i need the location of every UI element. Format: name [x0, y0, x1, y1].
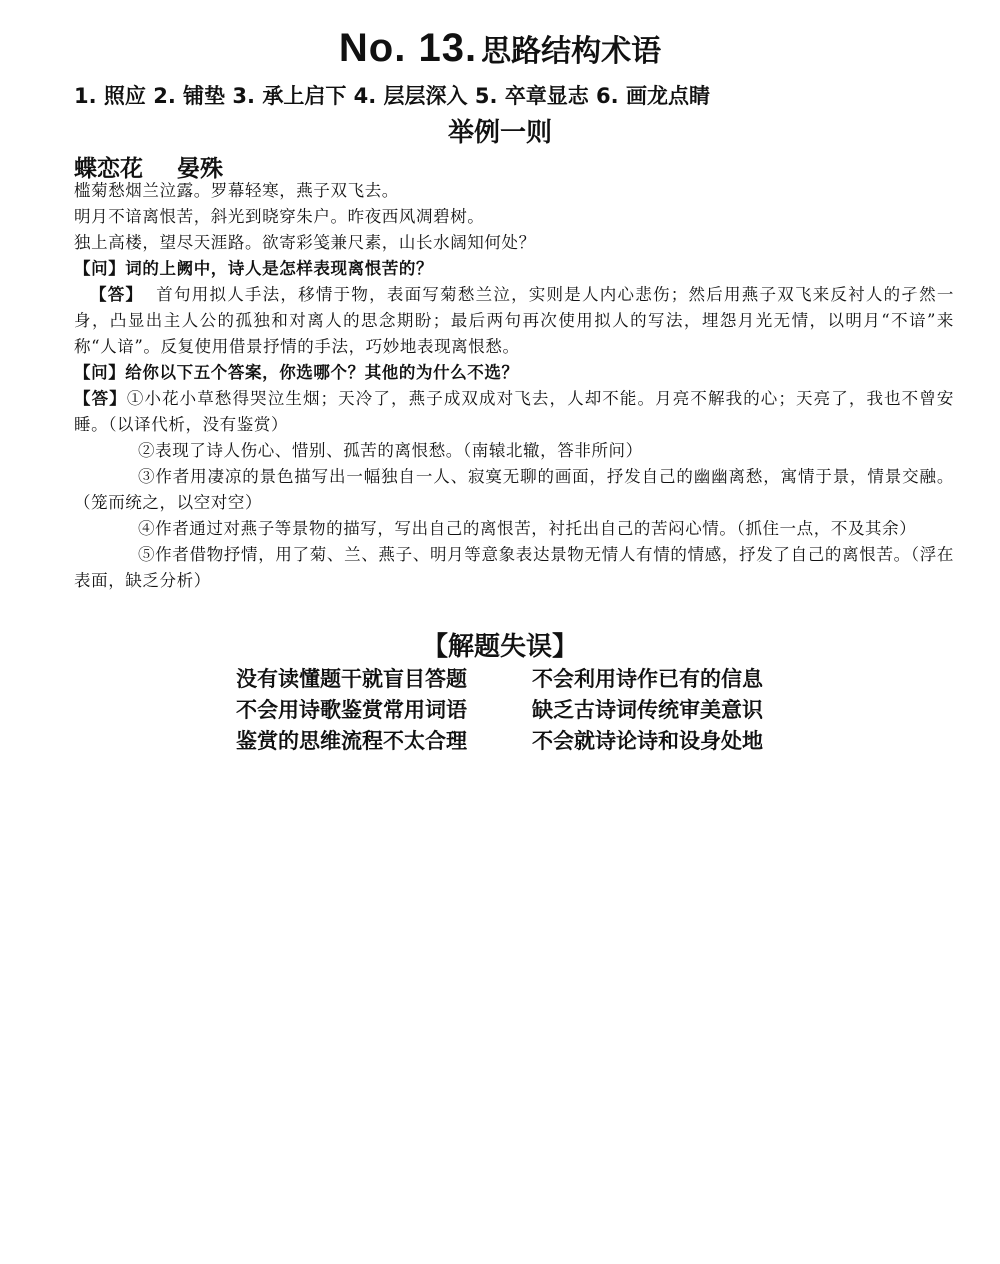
- answer-option-5: ⑤作者借物抒情，用了菊、兰、燕子、明月等意象表达景物无情人有情的情感，抒发了自己的离恨苦。（浮在表面，缺乏分析）: [74, 545, 954, 590]
- error-item: 不会利用诗作已有的信息: [532, 667, 763, 691]
- errors-row: [236, 695, 763, 726]
- answer-option-3: ③作者用凄凉的景色描写出一幅独自一人、寂寞无聊的画面，抒发自己的幽幽离愁，寓情于景，情景交融。（笼而统之，以空对空）: [74, 467, 954, 512]
- poem-line: 明月不谙离恨苦，斜光到晓穿朱户。昨夜西风凋碧树。: [74, 207, 485, 226]
- example-heading: 举例一则: [447, 118, 552, 148]
- answer-option-1-text: ①小花小草愁得哭泣生烟；天冷了，燕子成双成对飞去，人却不能。月亮不解我的心；天亮了，我也不曾安睡。（以译代析，没有鉴赏）: [74, 389, 954, 434]
- poem-line: 独上高楼，望尽天涯路。欲寄彩笺兼尺素，山长水阔知何处？: [74, 233, 536, 252]
- poem-line: 槛菊愁烟兰泣露。罗幕轻寒，燕子双飞去。: [74, 181, 399, 200]
- error-item: 鉴赏的思维流程不太合理: [236, 729, 467, 753]
- answer-1-text: 首句用拟人手法，移情于物，表面写菊愁兰泣，实则是人内心悲伤；然后用燕子双飞来反衬人的孑然一身，凸显出主人公的孤独和对离人的思念期盼；最后两句再次使用拟人的写法，埋怨月光无情，以明月“不谙”来称“人谙”。反复使用借景抒情的手法，巧妙地表现离恨愁。: [74, 285, 954, 356]
- answer-option-1: [74, 386, 954, 438]
- errors-row: [236, 664, 763, 695]
- terms-list: 1. 照应 2. 铺垫 3. 承上启下 4. 层层深入 5. 卒章显志 6. 画龙点睛: [74, 84, 710, 108]
- errors-heading: 【解题失误】: [421, 632, 578, 662]
- error-item: 不会就诗论诗和设身处地: [532, 729, 763, 753]
- error-item: 不会用诗歌鉴赏常用词语: [236, 698, 467, 722]
- question-1: 【问】词的上阙中，诗人是怎样表现离恨苦的？: [74, 259, 434, 278]
- error-item: 缺乏古诗词传统审美意识: [532, 698, 763, 722]
- body-text: [74, 178, 954, 594]
- poem-author: 晏殊: [177, 156, 223, 182]
- errors-list: [236, 664, 763, 757]
- answer-1: [74, 282, 954, 360]
- poem-title: 蝶恋花: [74, 156, 143, 182]
- section-topic: 思路结构术语: [481, 34, 662, 69]
- errors-row: [236, 726, 763, 757]
- answer-option-2: ②表现了诗人伤心、惜别、孤苦的离恨愁。（南辕北辙，答非所问）: [138, 441, 643, 460]
- page-title: [0, 26, 1000, 71]
- answer-tag: 【答】: [90, 285, 144, 304]
- section-number: No. 13.: [338, 26, 478, 70]
- error-item: 没有读懂题干就盲目答题: [236, 667, 467, 691]
- answer-option-4: ④作者通过对燕子等景物的描写，写出自己的离恨苦，衬托出自己的苦闷心情。（抓住一点，不及其余）: [138, 519, 917, 538]
- question-2: 【问】给你以下五个答案，你选哪个？其他的为什么不选？: [74, 363, 519, 382]
- answer-tag: 【答】: [74, 389, 127, 408]
